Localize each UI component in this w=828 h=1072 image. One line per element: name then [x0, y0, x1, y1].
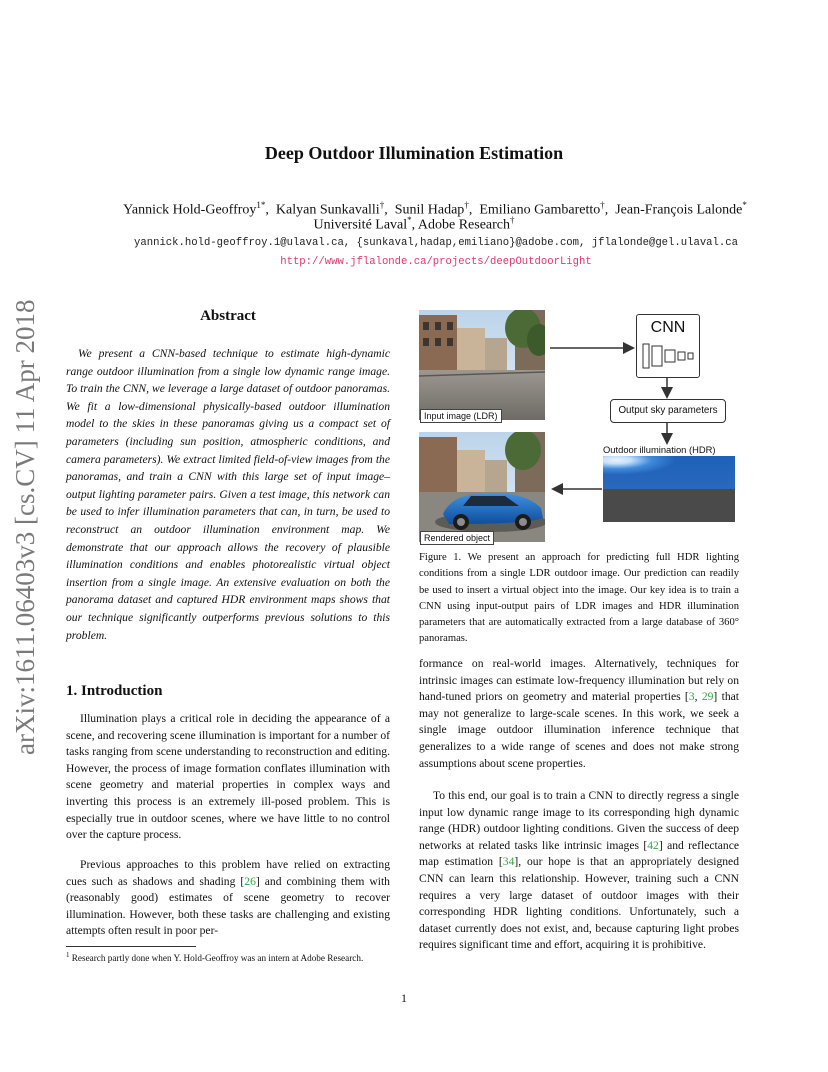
footnote: $^1$ Research partly done when Y. Hold-Geoffroy was an intern at Adobe Research.: [66, 951, 364, 964]
footnote-rule: [66, 946, 196, 947]
input-image-label: Input image (LDR): [420, 409, 502, 423]
author: Emiliano Gambaretto: [479, 202, 601, 218]
abstract-text: We present a CNN-based technique to estimate high-dynamic range outdoor illumination from a single low dynamic range image. To train the CNN, we leverage a large dataset of outdoor panoramas. We fit a low-dimensional physically-based outdoor illumination model to the skies in these panoramas giving us a compact set of parameters (including sun position, atmospheric conditions, and camera parameters). We extract limited field-of-view images from the panoramas, and train a CNN with this large set of input image–output lighting parameter pairs. Given a test image, this network can be used to infer illumination parameters that can, in turn, be used to reconstruct an outdoor illumination environment map. We demonstrate that our approach allows the recovery of plausible illumination conditions and enables photorealistic virtual object insertion from a single image. An extensive evaluation on both the panorama dataset and captured HDR environment maps shows that our technique significantly outperforms previous solutions to this problem.: [66, 347, 390, 642]
arxiv-side-banner: arXiv:1611.06403v3 [cs.CV] 11 Apr 2018: [10, 299, 40, 755]
page-number: 1: [401, 991, 407, 1005]
citation-link[interactable]: 34: [502, 855, 515, 869]
author: Sunil Hadap: [394, 202, 465, 218]
citation-link[interactable]: 42: [647, 838, 659, 852]
rendered-object-image: [419, 432, 545, 542]
author: Yannick Hold-Geoffroy: [123, 202, 257, 218]
citation-link[interactable]: 29: [701, 690, 714, 704]
intro-paragraph-3: formance on real-world images. Alternatively, techniques for intrinsic images can estimate low-frequency illumination but rely on hand-tuned priors on geometry and material properties [3, 29] that may not generalize to large-scale scenes. In this work, we seek a single image outdoor illumination inference technique that generalizes to a wide range of scenes and does not make strong assumptions about scene properties.: [419, 657, 739, 770]
intro-paragraph-2: Previous approaches to this problem have relied on extracting cues such as shadows and shading [26] and combining them with (reasonably good) estimates of scene geometry to recover illumination. However, both these tasks are challenging and existing attempts often result in poor per-: [66, 858, 390, 938]
hdr-environment-map: [603, 456, 735, 522]
author: Jean-François Lalonde: [615, 202, 743, 218]
input-ldr-image: [419, 310, 545, 420]
section-heading-introduction: 1. Introduction: [66, 683, 163, 699]
intro-paragraph-4: To this end, our goal is to train a CNN to directly regress a single input low dynamic range image to its corresponding high dynamic range (HDR) outdoor lighting conditions. Given the success of deep networks at related tasks like intrinsic images [42] and reflectance map estimation [34], our hope is that an appropriately designed CNN can learn this relationship. However, training such a CNN requires a very large dataset of outdoor images with their corresponding HDR lighting conditions. Unfortunately, such a dataset currently does not exist, and, because capturing light probes requires significant time and effort, acquiring it is prohibitive.: [419, 789, 740, 952]
rendered-object-label: Rendered object: [420, 531, 494, 545]
figure-1-caption: Figure 1. We present an approach for predicting full HDR lighting conditions from a single LDR outdoor image. Our prediction can readily be used to insert a virtual object into the image. Our key idea is to train a CNN using input-output pairs of LDR images and HDR illumination parameters that are automatically extracted from a large database of 360° panoramas.: [419, 552, 739, 645]
citation-link[interactable]: 26: [244, 874, 256, 888]
intro-paragraph-1: Illumination plays a critical role in deciding the appearance of a scene, and recovering scene illumination is important for a number of tasks ranging from scene understanding to reconstruction and editing. However, the process of image formation conflates illumination with scene geometry and material properties in complex ways and inverting this process is an extremely ill-posed problem. This is especially true in outdoor scenes, where we have little to no control over the capture process.: [66, 712, 390, 842]
paper-title: Deep Outdoor Illumination Estimation: [264, 143, 564, 163]
affiliations: Université Laval*, Adobe Research†: [313, 215, 515, 233]
abstract-heading: Abstract: [200, 308, 256, 324]
hdr-illumination-label: Outdoor illumination (HDR): [603, 444, 716, 455]
citation-link[interactable]: 3: [688, 690, 695, 704]
author: Kalyan Sunkavalli: [275, 202, 380, 218]
author-emails: yannick.hold-geoffroy.1@ulaval.ca, {sunkaval,hadap,emiliano}@adobe.com, jflalonde@gel.ulaval.ca: [134, 237, 738, 249]
cnn-label: CNN: [650, 319, 686, 336]
author-list: Yannick Hold-Geoffroy$^{1*}$, Kalyan Sunkavalli†, Sunil Hadap†, Emiliano Gambaretto†, Jean-François Lalonde*: [123, 200, 747, 218]
project-url-link[interactable]: http://www.jflalonde.ca/projects/deepOutdoorLight: [280, 256, 592, 268]
output-sky-parameters-box: Output sky parameters: [610, 399, 726, 423]
